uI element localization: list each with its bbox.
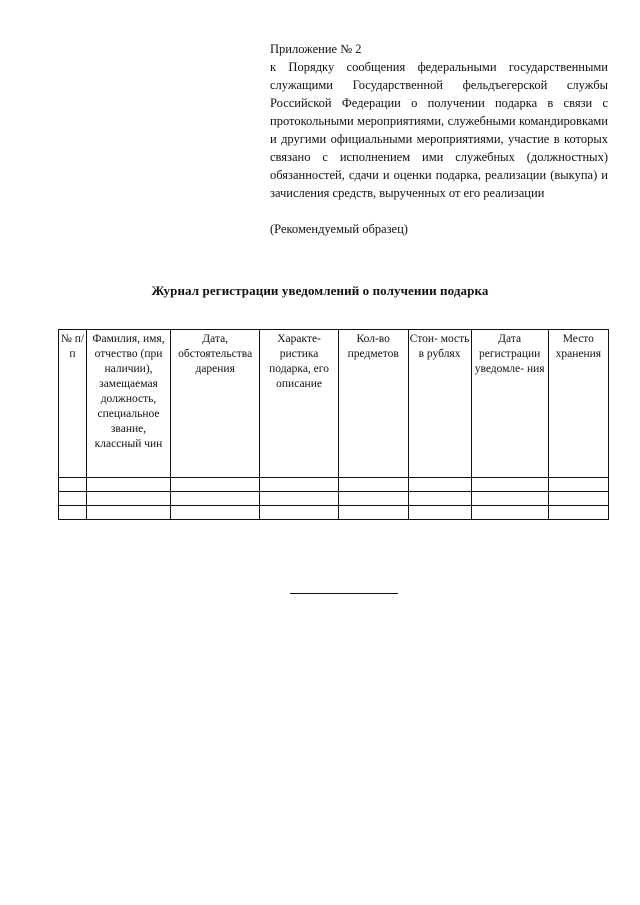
column-header-description: Характе- ристика подарка, его описание — [260, 330, 339, 478]
recommended-sample-note: (Рекомендуемый образец) — [270, 222, 408, 236]
appendix-header — [270, 40, 608, 238]
column-header-full-name: Фамилия, имя, отчество (при наличии), замещаемая должность, специальное звание, классный чин — [86, 330, 170, 478]
column-header-registration-date: Дата регистрации уведомле- ния — [471, 330, 548, 478]
column-header-number: № п/п — [59, 330, 87, 478]
end-divider-line — [290, 593, 398, 594]
table-cell — [260, 506, 339, 520]
table-row — [59, 478, 609, 492]
table-cell — [471, 492, 548, 506]
table-cell — [86, 492, 170, 506]
table-row — [59, 492, 609, 506]
table-cell — [548, 478, 608, 492]
column-header-storage-place: Место хранения — [548, 330, 608, 478]
journal-table — [58, 329, 609, 520]
table-cell — [408, 478, 471, 492]
table-header-row — [59, 330, 609, 478]
table-cell — [59, 492, 87, 506]
table-cell — [59, 506, 87, 520]
table-cell — [338, 492, 408, 506]
table-cell — [260, 478, 339, 492]
table-cell — [408, 506, 471, 520]
column-header-quantity: Кол-во предметов — [338, 330, 408, 478]
table-cell — [548, 506, 608, 520]
table-cell — [338, 506, 408, 520]
table-cell — [471, 478, 548, 492]
table-cell — [338, 478, 408, 492]
table-cell — [548, 492, 608, 506]
appendix-title: Приложение № 2 — [270, 42, 362, 56]
table-cell — [171, 506, 260, 520]
table-cell — [86, 478, 170, 492]
table-cell — [408, 492, 471, 506]
table-cell — [86, 506, 170, 520]
table-cell — [471, 506, 548, 520]
table-cell — [171, 492, 260, 506]
appendix-body: к Порядку сообщения федеральными государственными служащими Государственной фельдъегерской службы Российской Федерации о получении подарка в связи с протокольными мероприятиями, служебными командировками и другими официальными мероприятиями, участие в которых связано с исполнением ими служебных (должностных) обязанностей, сдачи и оценки подарка, реализации (выкупа) и зачисления средств, вырученных от его реализации — [270, 60, 608, 200]
table-cell — [59, 478, 87, 492]
column-header-gift-date: Дата, обстоятельства дарения — [171, 330, 260, 478]
table-row — [59, 506, 609, 520]
table-cell — [171, 478, 260, 492]
column-header-cost: Стои- мость в рублях — [408, 330, 471, 478]
table-cell — [260, 492, 339, 506]
journal-title: Журнал регистрации уведомлений о получении подарка — [151, 283, 489, 298]
